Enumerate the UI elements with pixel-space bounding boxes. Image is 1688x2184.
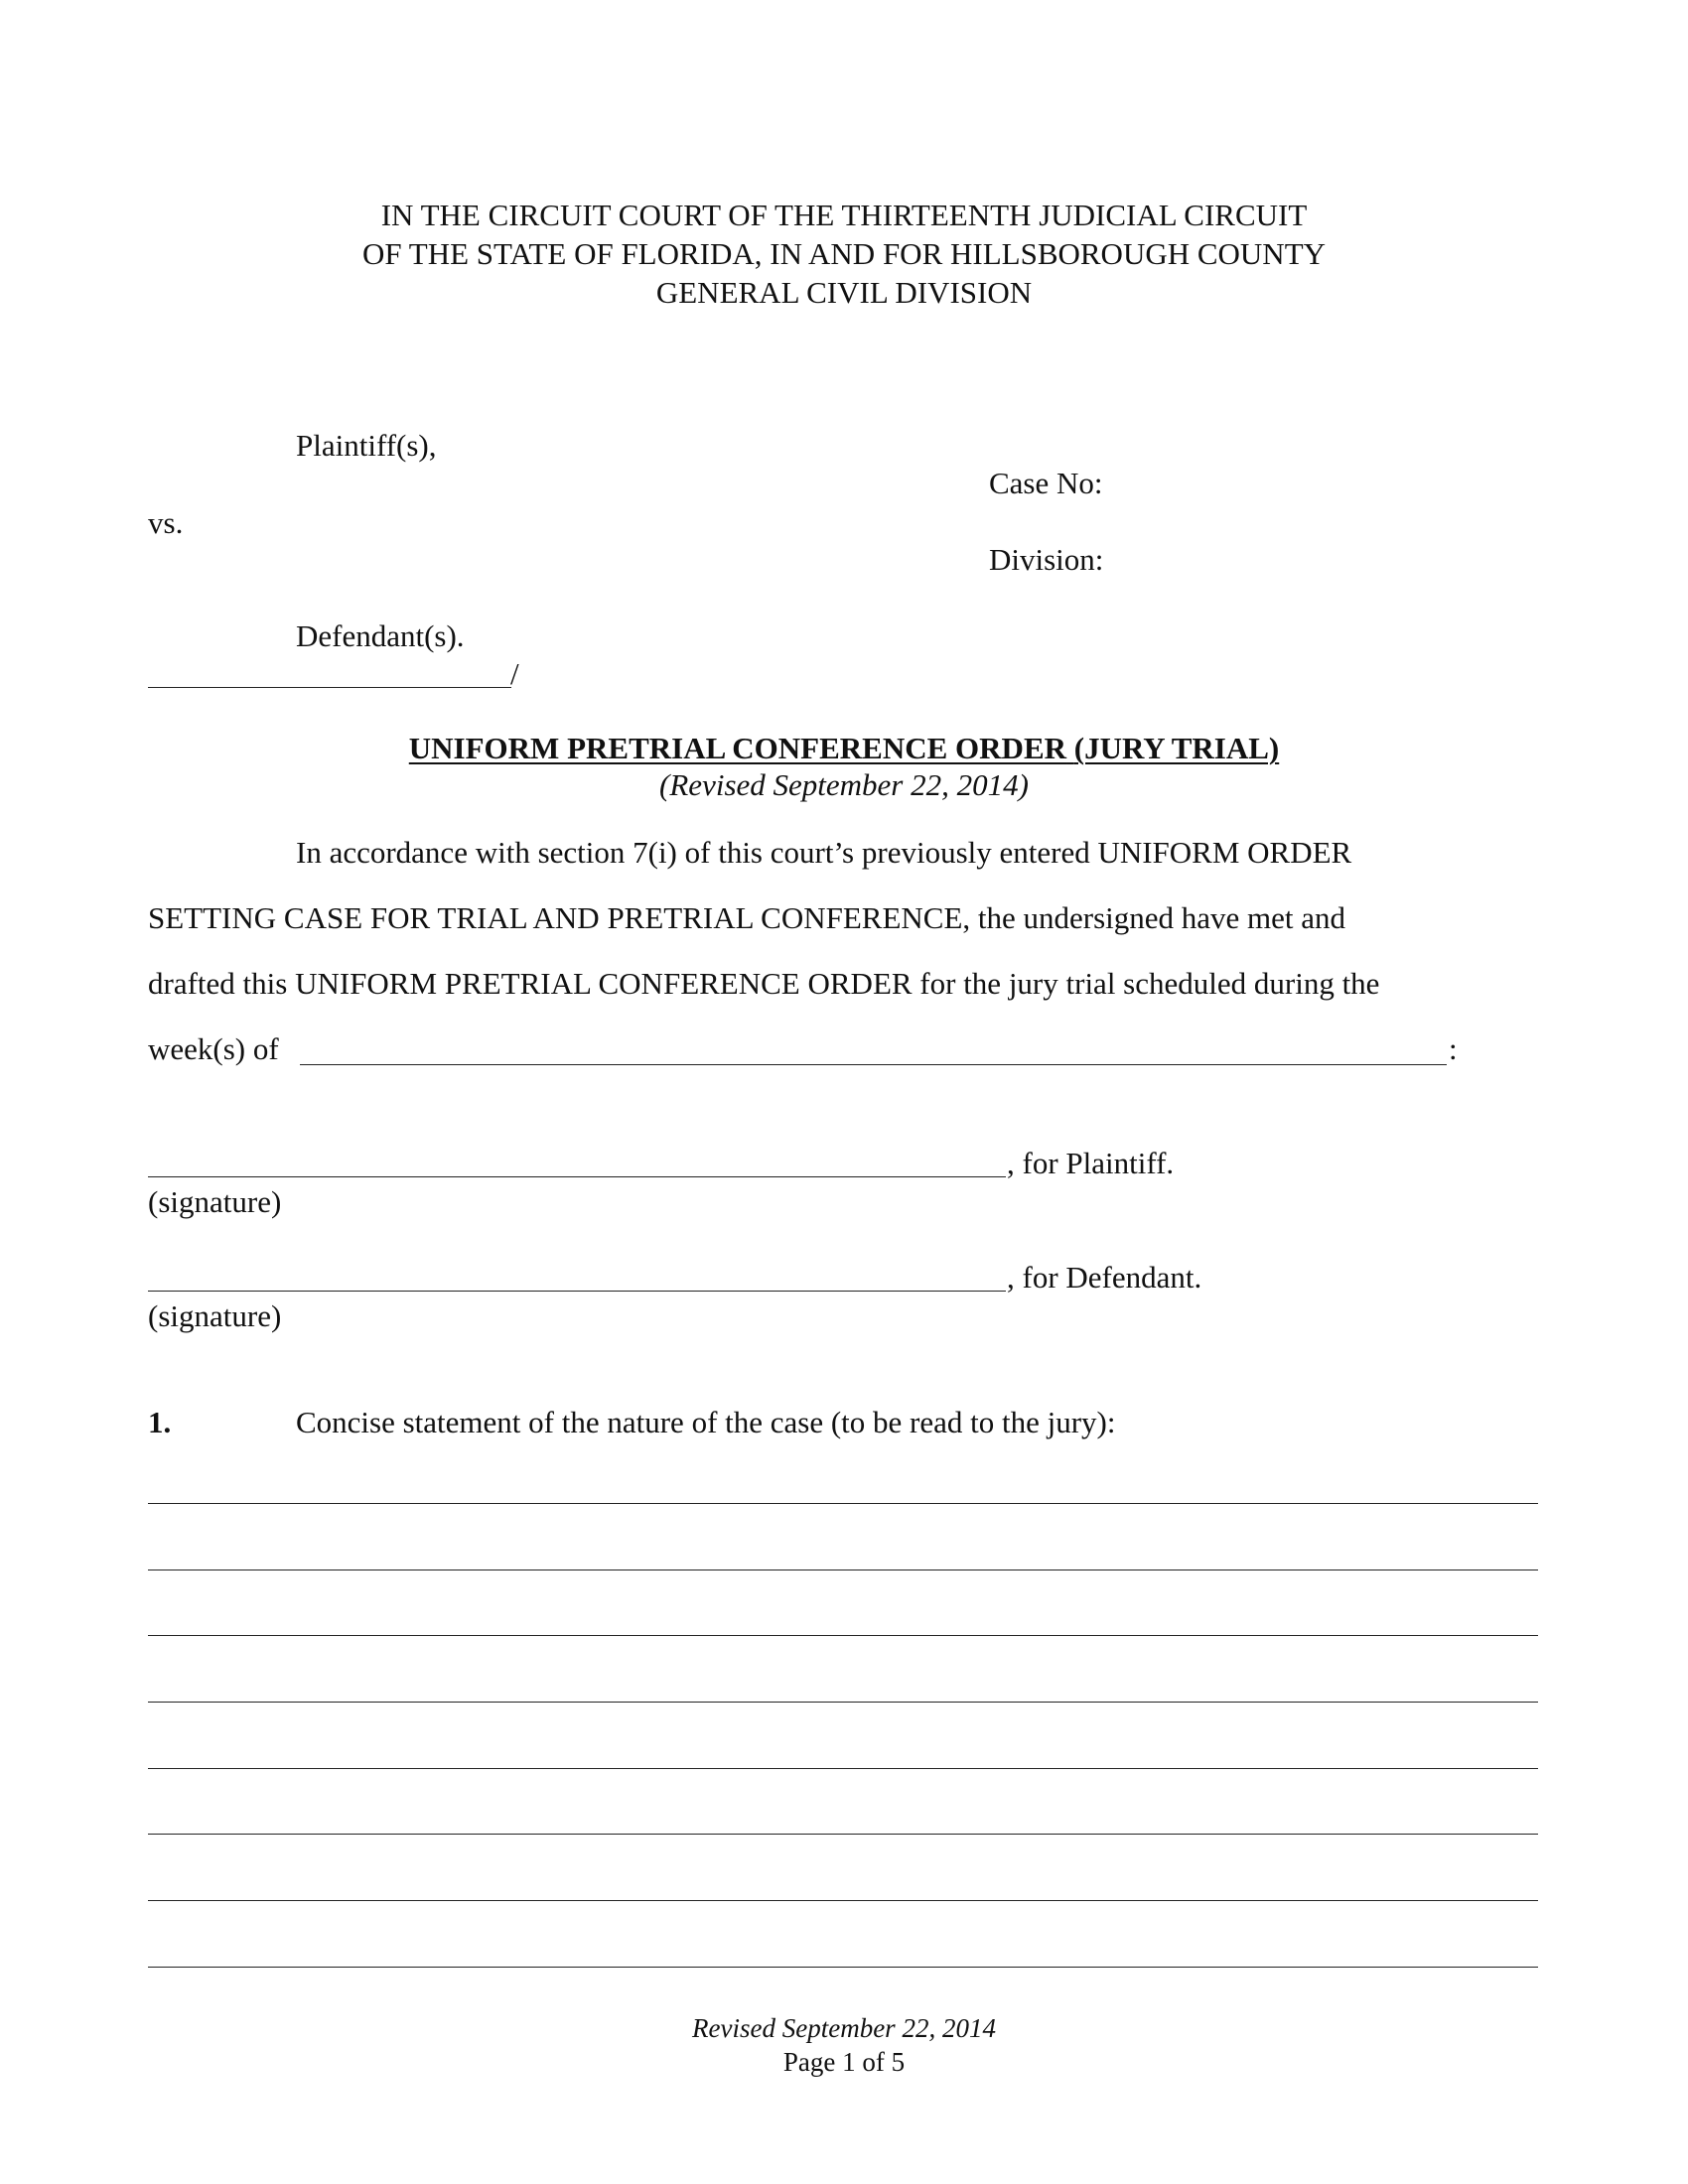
statement-line-4[interactable] — [148, 1702, 1538, 1703]
defendant-signature-field[interactable] — [148, 1291, 1006, 1292]
defendant-label: Defendant(s). — [296, 618, 465, 653]
plaintiff-signature-field[interactable] — [148, 1176, 1006, 1177]
order-revised: (Revised September 22, 2014) — [659, 767, 1029, 802]
footer-page-number: Page 1 of 5 — [782, 2047, 906, 2077]
statement-line-3[interactable] — [148, 1635, 1538, 1636]
footer-revised: Revised September 22, 2014 — [692, 2013, 996, 2043]
statement-line-8[interactable] — [148, 1967, 1538, 1968]
plaintiff-label: Plaintiff(s), — [296, 428, 437, 463]
statement-line-6[interactable] — [148, 1834, 1538, 1835]
defendant-signature-suffix: , for Defendant. — [1007, 1260, 1202, 1295]
week-label: week(s) of — [148, 1031, 279, 1066]
court-header-line-1: IN THE CIRCUIT COURT OF THE THIRTEENTH JUDICIAL CIRCUIT — [380, 198, 1308, 232]
division-label: Division: — [989, 542, 1104, 577]
statement-line-7[interactable] — [148, 1900, 1538, 1901]
order-title-main: UNIFORM PRETRIAL CONFERENCE ORDER — [408, 731, 1067, 765]
section-1-number: 1. — [148, 1405, 172, 1439]
intro-line-3: drafted this UNIFORM PRETRIAL CONFERENCE ORDER for the jury trial scheduled during the — [148, 966, 1380, 1001]
week-field[interactable] — [300, 1064, 1447, 1065]
intro-line-2: SETTING CASE FOR TRIAL AND PRETRIAL CONFERENCE, the undersigned have met and — [148, 900, 1346, 935]
plaintiff-signature-label: (signature) — [148, 1184, 282, 1219]
order-title-italic: (JURY TRIAL) — [1073, 731, 1280, 765]
section-1-text: Concise statement of the nature of the case (to be read to the jury): — [296, 1405, 1116, 1439]
statement-line-1[interactable] — [148, 1503, 1538, 1504]
intro-line-1: In accordance with section 7(i) of this court’s previously entered UNIFORM ORDER — [296, 835, 1352, 870]
case-no-label: Case No: — [989, 466, 1103, 500]
court-header-line-3: GENERAL CIVIL DIVISION — [655, 275, 1033, 310]
statement-line-5[interactable] — [148, 1768, 1538, 1769]
court-header-line-2: OF THE STATE OF FLORIDA, IN AND FOR HILLSBOROUGH COUNTY — [361, 236, 1327, 271]
caption-underline — [148, 687, 511, 688]
caption-slash: / — [510, 656, 519, 691]
vs-label: vs. — [148, 505, 184, 540]
order-title — [0, 731, 1688, 766]
plaintiff-signature-suffix: , for Plaintiff. — [1007, 1146, 1175, 1180]
week-colon: : — [1449, 1031, 1458, 1066]
defendant-signature-label: (signature) — [148, 1298, 282, 1333]
